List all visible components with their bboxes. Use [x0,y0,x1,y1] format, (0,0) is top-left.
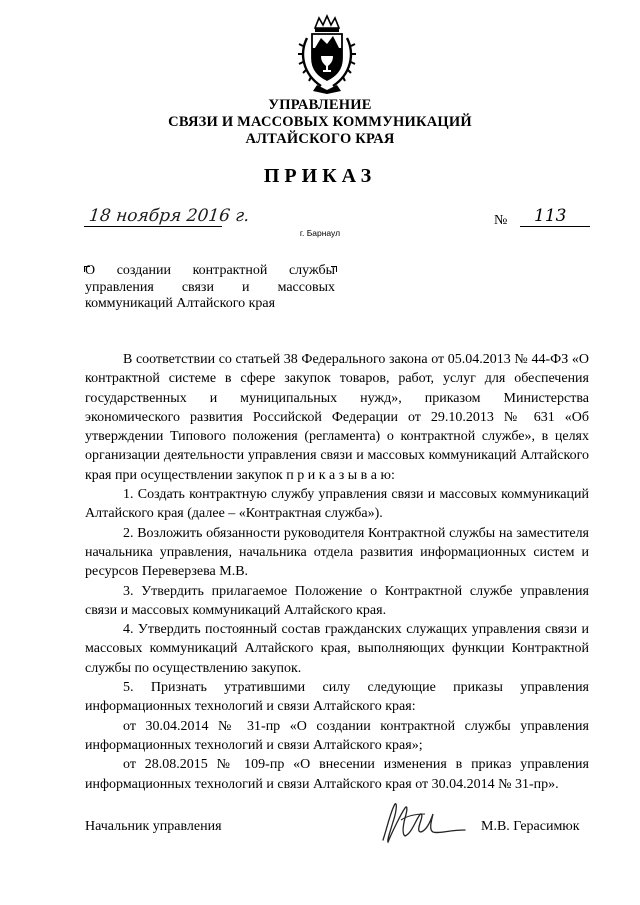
city: г. Барнаул [299,228,341,238]
coat-of-arms-icon [297,14,357,94]
clause-5-item-1: от 30.04.2014 № 31-пр «О создании контрактной службы управления информационных технологий и связи Алтайского края»; [85,718,589,753]
document-type: ПРИКАЗ [263,165,377,187]
signatory-name: М.В. Герасимюк [481,819,580,834]
number-label: № [494,213,508,228]
organization-name [0,97,640,148]
handwritten-signature-icon [375,800,470,846]
clause-5-item-2: от 28.08.2015 № 109-пр «О внесении изменения в приказ управления информационных технологий и связи Алтайского края от 30.04.2014 № 31-пр». [85,757,589,792]
org-line-2: СВЯЗИ И МАССОВЫХ КОММУНИКАЦИЙ [168,114,472,130]
clause-4: 4. Утвердить постоянный состав гражданских служащих управления связи и массовых коммуникаций Алтайского края, выполняющих функции Контрактной службы по осуществлению закупок. [85,622,589,676]
preamble-paragraph: В соответствии со статьей 38 Федерального закона от 05.04.2013 № 44-ФЗ «О контрактной системе в сфере закупок товаров, работ, услуг для обеспечения государственных и муниципальных нужд», приказом Министерства экономического развития Российской Федерации от 29.10.2013 № 631 «Об утверждении Типового положения (регламента) о контрактной службе», в целях организации деятельности управления связи и массовых коммуникаций Алтайского края при осуществлении закупок п р и к а з ы в а ю: [85,352,589,483]
clause-1: 1. Создать контрактную службу управления связи и массовых коммуникаций Алтайского края (далее – «Контрактная служба»). [85,487,589,522]
order-subject: О создании контрактной службы управления связи и массовых коммуникаций Алтайского края [85,263,335,311]
order-number: 113 [520,206,590,227]
clause-2: 2. Возложить обязанности руководителя Контрактной службы на заместителя начальника управления, начальника отдела развития информационных систем и ресурсов Переверзева М.В. [85,525,589,580]
clause-5: 5. Признать утратившими силу следующие приказы управления информационных технологий и связи Алтайского края: [85,680,589,715]
clause-3: 3. Утвердить прилагаемое Положение о Контрактной службе управления связи и массовых коммуникаций Алтайского края. [85,583,589,618]
org-line-3: АЛТАЙСКОГО КРАЯ [245,131,395,147]
order-date: 18 ноября 2016 г. [84,206,224,227]
order-body [85,350,589,794]
org-line-1: УПРАВЛЕНИЕ [268,97,372,113]
signatory-position: Начальник управления [85,819,222,834]
